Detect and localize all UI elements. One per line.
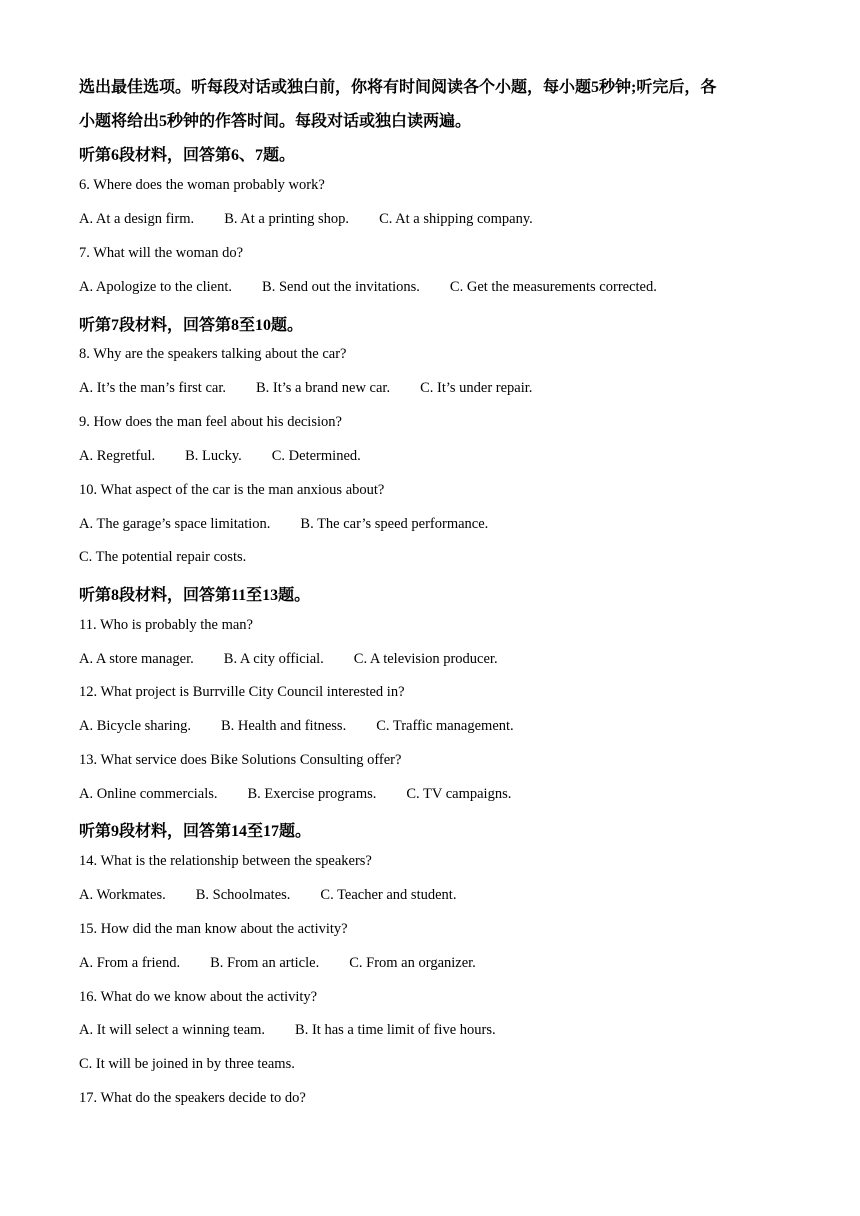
option-a: A. Online commercials. xyxy=(79,786,218,802)
question-options-6 xyxy=(79,211,800,228)
option-b: B. At a printing shop. xyxy=(224,211,350,227)
section-heading-6: 听第6段材料，回答第6、7题。 xyxy=(79,147,296,164)
option-b: B. From an article. xyxy=(210,955,320,971)
question-stem-8: 8. Why are the speakers talking about the car? xyxy=(79,346,347,362)
option-a: A. Workmates. xyxy=(79,887,166,903)
option-a: A. It’s the man’s first car. xyxy=(79,380,226,396)
option-a: A. From a friend. xyxy=(79,955,181,971)
option-b: B. Exercise programs. xyxy=(247,786,377,802)
option-b: B. Schoolmates. xyxy=(195,887,291,903)
option-c: C. The potential repair costs. xyxy=(79,549,247,565)
question-stem-11: 11. Who is probably the man? xyxy=(79,617,253,633)
question-options-16-c xyxy=(79,1056,800,1073)
option-a: A. Regretful. xyxy=(79,448,156,464)
option-b: B. A city official. xyxy=(223,651,324,667)
question-options-11 xyxy=(79,651,800,668)
option-b: B. The car’s speed performance. xyxy=(300,516,489,532)
option-c: C. At a shipping company. xyxy=(379,211,533,227)
option-a: A. At a design firm. xyxy=(79,211,195,227)
option-c: C. Teacher and student. xyxy=(320,887,457,903)
option-b: B. Health and fitness. xyxy=(220,718,347,734)
question-options-8 xyxy=(79,380,800,397)
option-c: C. Traffic management. xyxy=(376,718,514,734)
question-stem-7: 7. What will the woman do? xyxy=(79,245,244,261)
question-options-13 xyxy=(79,786,800,803)
instructions-line-1: 选出最佳选项。听每段对话或独白前，你将有时间阅读各个小题，每小题5秒钟;听完后，各 xyxy=(79,79,717,96)
option-c: C. TV campaigns. xyxy=(406,786,512,802)
option-b: B. Lucky. xyxy=(185,448,242,464)
section-heading-9: 听第9段材料，回答第14至17题。 xyxy=(79,823,312,840)
option-c: C. It will be joined in by three teams. xyxy=(79,1056,295,1072)
question-options-14 xyxy=(79,887,800,904)
question-options-7 xyxy=(79,279,800,296)
option-c: C. Determined. xyxy=(271,448,361,464)
option-c: C. It’s under repair. xyxy=(420,380,533,396)
question-stem-6: 6. Where does the woman probably work? xyxy=(79,177,325,193)
option-a: A. The garage’s space limitation. xyxy=(79,516,271,532)
option-c: C. A television producer. xyxy=(353,651,498,667)
question-stem-15: 15. How did the man know about the activity? xyxy=(79,921,348,937)
question-options-10-c xyxy=(79,549,800,566)
option-a: A. A store manager. xyxy=(79,651,194,667)
question-stem-13: 13. What service does Bike Solutions Consulting offer? xyxy=(79,752,402,768)
option-b: B. Send out the invitations. xyxy=(262,279,420,295)
option-a: A. Apologize to the client. xyxy=(79,279,233,295)
question-stem-17: 17. What do the speakers decide to do? xyxy=(79,1090,306,1106)
question-options-9 xyxy=(79,448,800,465)
question-options-15 xyxy=(79,955,800,972)
section-heading-8: 听第8段材料，回答第11至13题。 xyxy=(79,587,311,604)
question-options-10 xyxy=(79,516,800,533)
section-heading-7: 听第7段材料，回答第8至10题。 xyxy=(79,317,304,334)
question-stem-9: 9. How does the man feel about his decision? xyxy=(79,414,342,430)
option-a: A. Bicycle sharing. xyxy=(79,718,191,734)
question-stem-14: 14. What is the relationship between the speakers? xyxy=(79,853,372,869)
option-c: C. Get the measurements corrected. xyxy=(449,279,657,295)
option-a: A. It will select a winning team. xyxy=(79,1022,266,1038)
question-stem-12: 12. What project is Burrville City Council interested in? xyxy=(79,684,405,700)
option-c: C. From an organizer. xyxy=(349,955,476,971)
question-stem-16: 16. What do we know about the activity? xyxy=(79,989,318,1005)
question-options-16 xyxy=(79,1022,800,1039)
option-b: B. It has a time limit of five hours. xyxy=(295,1022,496,1038)
instructions-line-2: 小题将给出5秒钟的作答时间。每段对话或独白读两遍。 xyxy=(79,113,472,130)
question-stem-10: 10. What aspect of the car is the man anxious about? xyxy=(79,482,385,498)
question-options-12 xyxy=(79,718,800,735)
option-b: B. It’s a brand new car. xyxy=(255,380,391,396)
